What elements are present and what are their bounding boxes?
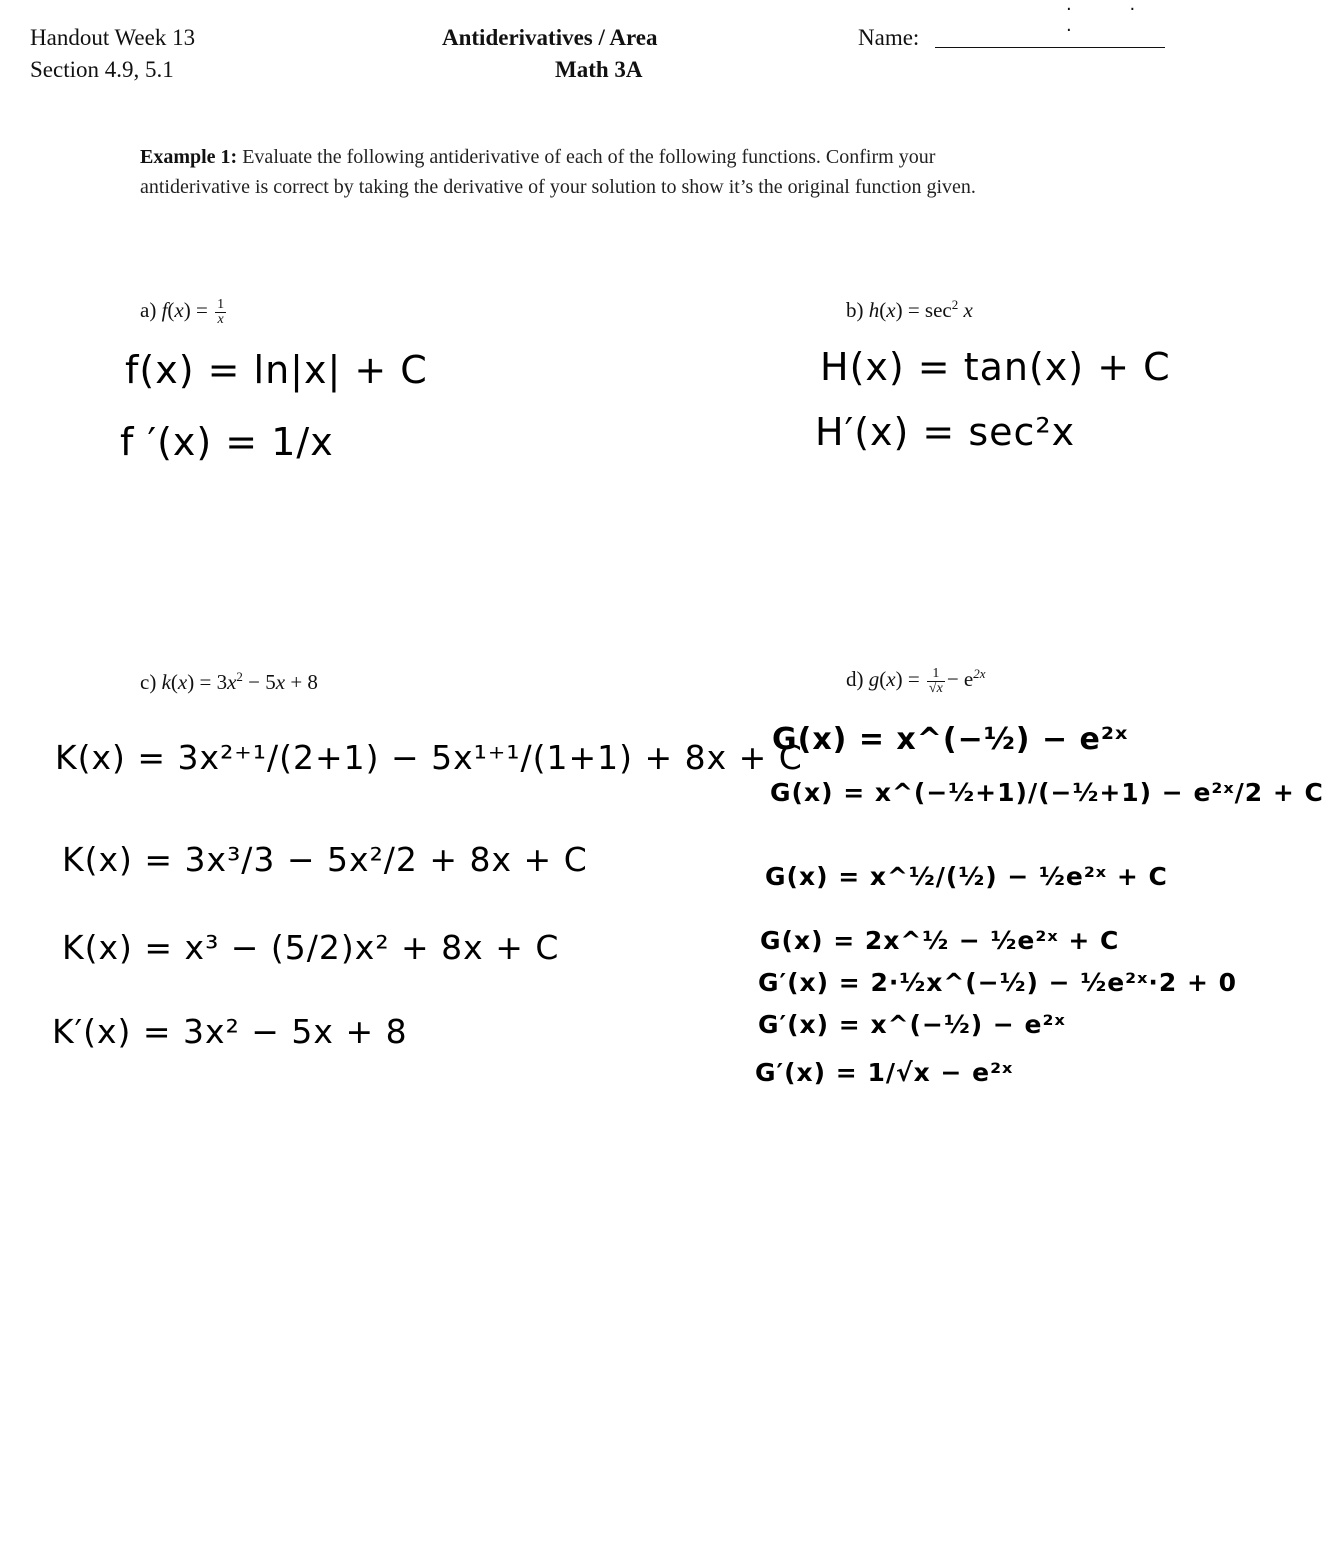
problem-a-fraction — [215, 298, 226, 327]
work-a-line-2: f ′(x) = 1/x — [120, 420, 334, 464]
problem-c-func: k — [161, 670, 171, 694]
problem-d-var: x — [886, 667, 896, 691]
problem-a-statement — [140, 296, 228, 327]
paren-open: ( — [167, 298, 175, 322]
work-b-line-2: H′(x) = sec²x — [815, 410, 1076, 454]
corner-marks: . . . — [1066, 0, 1162, 36]
power: 2 — [951, 297, 959, 312]
equals-coef: ) = 3 — [187, 670, 228, 694]
problem-d-statement — [846, 665, 986, 696]
problem-b-prefix: b) — [846, 298, 864, 322]
constant-term: + 8 — [285, 670, 318, 694]
equals: ) = — [183, 298, 208, 322]
work-b-line-1: H(x) = tan(x) + C — [820, 345, 1171, 389]
problem-d-prefix: d) — [846, 667, 864, 691]
work-c-line-2: K(x) = 3x³/3 − 5x²/2 + 8x + C — [62, 840, 588, 879]
equals: ) = — [895, 667, 920, 691]
work-d-line-4: G(x) = 2x^½ − ½e²ˣ + C — [760, 926, 1120, 955]
handout-week-label: Handout Week 13 — [30, 25, 196, 50]
work-d-line-1: G(x) = x^(−½) − e²ˣ — [772, 722, 1129, 757]
equals-sec: ) = sec — [895, 298, 952, 322]
work-a-line-1: f(x) = ln|x| + C — [125, 348, 428, 392]
work-d-line-6: G′(x) = x^(−½) − e²ˣ — [758, 1010, 1066, 1039]
problem-a-prefix: a) — [140, 298, 157, 322]
work-d-line-7: G′(x) = 1/√x − e²ˣ — [755, 1058, 1014, 1087]
paren-open: ( — [170, 670, 178, 694]
example-intro — [140, 142, 1040, 202]
problem-b-var: x — [886, 298, 896, 322]
problem-b-arg: x — [963, 298, 973, 322]
problem-a-var: x — [174, 298, 184, 322]
problem-c-prefix: c) — [140, 670, 157, 694]
minus-e: − e — [946, 667, 974, 691]
work-d-line-5: G′(x) = 2·½x^(−½) − ½e²ˣ·2 + 0 — [758, 968, 1238, 997]
problem-b-statement — [846, 296, 973, 324]
paren-open: ( — [879, 298, 887, 322]
exponent: 2x — [973, 666, 986, 681]
numerator: 1 — [927, 667, 945, 682]
numerator: 1 — [217, 296, 225, 312]
problem-b-func: h — [868, 298, 880, 322]
section-label: Section 4.9, 5.1 — [30, 57, 174, 82]
problem-d-fraction — [927, 667, 945, 696]
work-d-line-2: G(x) = x^(−½+1)/(−½+1) − e²ˣ/2 + C — [770, 778, 1324, 807]
example-label: Example 1: — [140, 146, 238, 168]
denominator: x — [217, 311, 224, 327]
work-c-line-1: K(x) = 3x²⁺¹/(2+1) − 5x¹⁺¹/(1+1) + 8x + C — [55, 738, 803, 777]
work-d-line-3: G(x) = x^½/(½) − ½e²ˣ + C — [765, 862, 1168, 891]
example-instructions: Evaluate the following antiderivative of each of the following functions. Confirm your antiderivative is correct by taking the derivative of your solution to show it’s the original function given. — [140, 146, 976, 198]
minus-coef: − 5 — [242, 670, 276, 694]
name-blank-line — [935, 47, 1165, 48]
term1-var: x — [227, 670, 237, 694]
problem-a-func: f — [161, 298, 168, 322]
paren-open: ( — [879, 667, 887, 691]
course-label: Math 3A — [555, 57, 643, 82]
work-c-line-3: K(x) = x³ − (5/2)x² + 8x + C — [62, 928, 560, 967]
problem-c-var: x — [177, 670, 188, 694]
term2-var: x — [275, 670, 286, 694]
problem-c-statement — [140, 668, 318, 696]
term1-power: 2 — [236, 669, 243, 684]
denominator: √x — [928, 680, 943, 696]
page-title: Antiderivatives / Area — [442, 25, 658, 50]
work-c-line-4: K′(x) = 3x² − 5x + 8 — [52, 1012, 408, 1051]
problem-d-func: g — [868, 667, 880, 691]
name-label: Name: — [858, 25, 920, 50]
